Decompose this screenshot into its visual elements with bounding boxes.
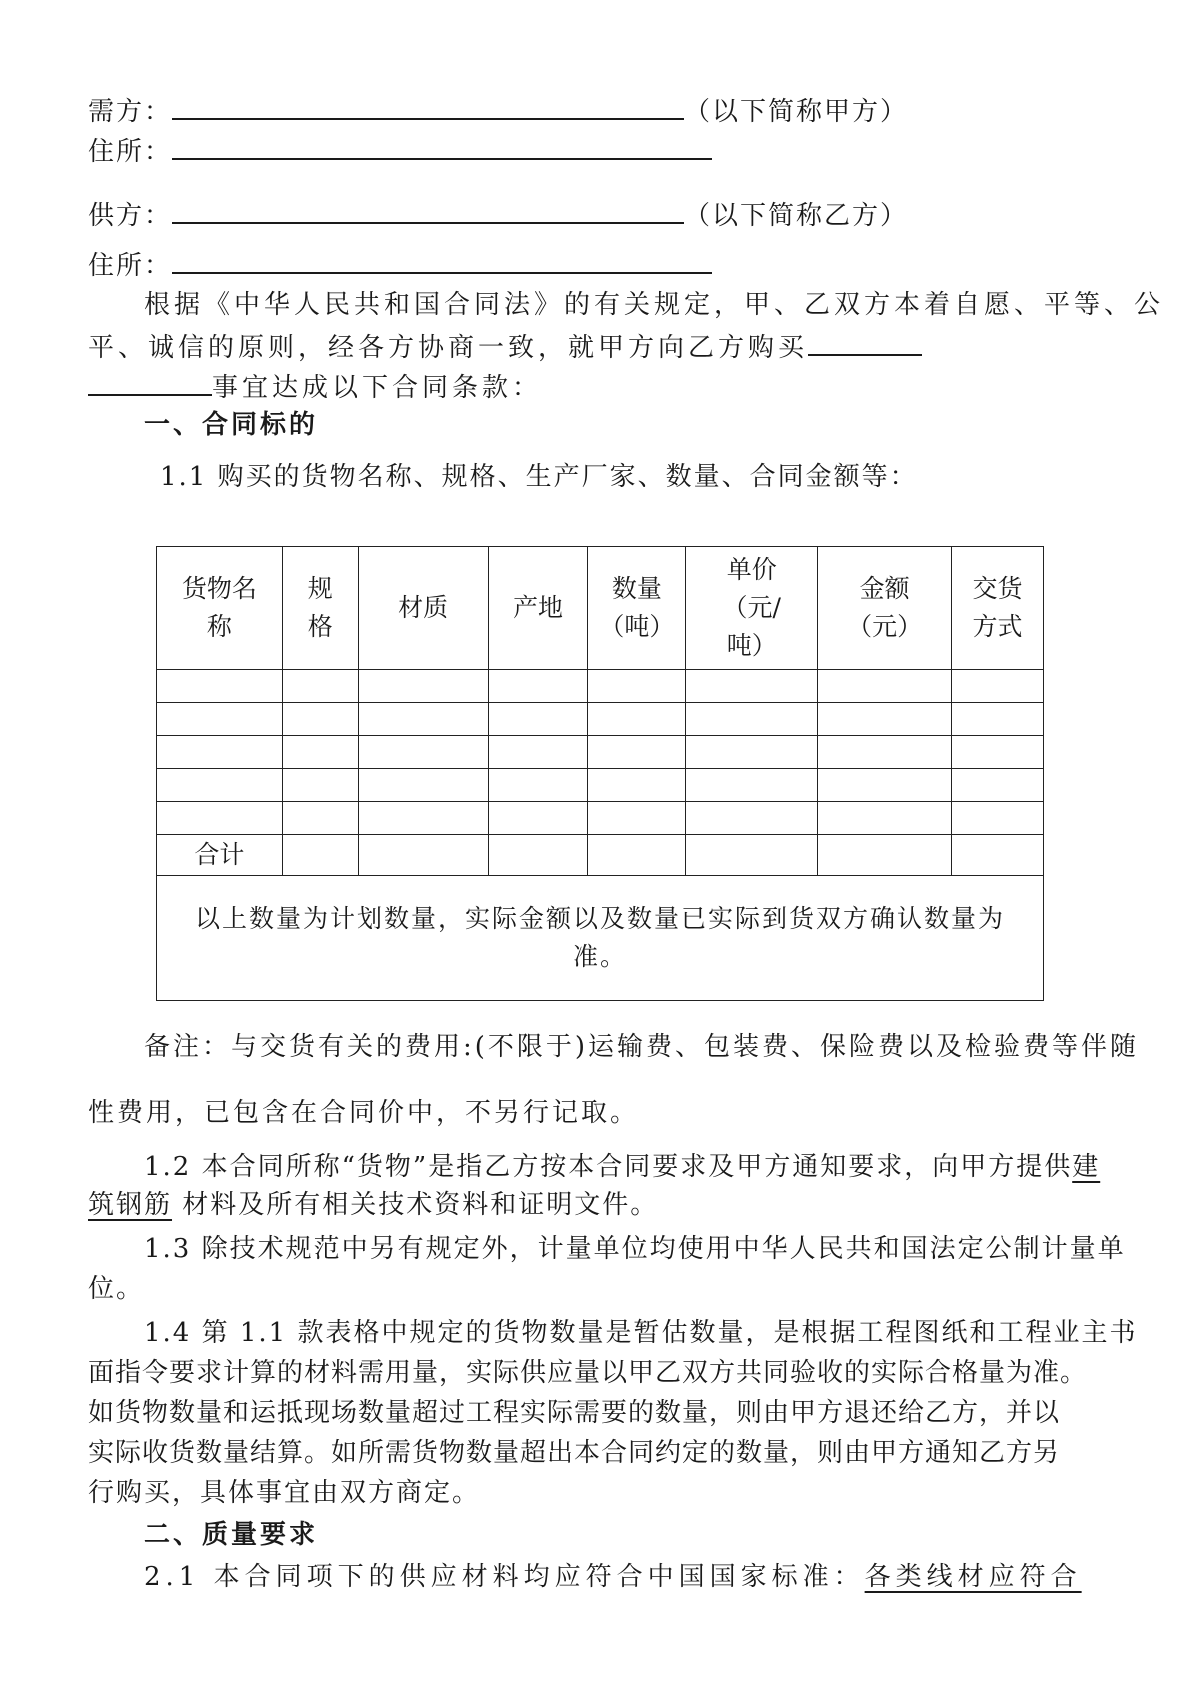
table-cell[interactable] (358, 802, 488, 835)
table-header-row (157, 547, 1044, 670)
table-cell[interactable] (686, 769, 818, 802)
table-cell[interactable] (588, 835, 686, 876)
table-cell[interactable] (282, 703, 358, 736)
header-goods-name: 货物名 称 (157, 547, 283, 670)
table-cell[interactable] (588, 802, 686, 835)
item-1-4-line-1: 1.4 第 1.1 款表格中规定的货物数量是暂估数量，是根据工程图纸和工程业主书 (144, 1318, 1138, 1348)
table-row (157, 736, 1044, 769)
table-cell[interactable] (952, 670, 1044, 703)
table-cell[interactable] (488, 703, 588, 736)
section-1-title: 一、合同标的 (144, 410, 319, 440)
seller-address-line (88, 246, 712, 283)
table-row (157, 769, 1044, 802)
intro-line-3 (88, 368, 542, 405)
item-2-1 (144, 1560, 1082, 1594)
item-1-3-line-2: 位。 (88, 1274, 145, 1304)
item-1-2-line-2 (88, 1188, 658, 1222)
table-total-row (157, 835, 1044, 876)
table-cell[interactable] (818, 835, 952, 876)
item-2-1-underlined: 各类线材应符合 (864, 1562, 1082, 1592)
table-cell[interactable] (488, 769, 588, 802)
section-2-title: 二、质量要求 (144, 1520, 319, 1550)
header-amount: 金额 （元） (818, 547, 952, 670)
table-cell[interactable] (358, 835, 488, 876)
total-label: 合计 (157, 835, 283, 876)
table-cell[interactable] (358, 703, 488, 736)
table-cell[interactable] (818, 703, 952, 736)
item-1-2-line-1 (144, 1150, 1100, 1184)
item-2-1-text: 2.1 本合同项下的供应材料均应符合中国国家标准： (144, 1562, 865, 1592)
buyer-suffix: （以下简称甲方） (684, 97, 909, 127)
table-cell[interactable] (818, 802, 952, 835)
intro-line-3-text: 事宜达成以下合同条款： (212, 373, 543, 403)
item-1-2-underlined-b: 筑钢筋 (88, 1190, 173, 1220)
table-cell[interactable] (588, 736, 686, 769)
table-cell[interactable] (686, 670, 818, 703)
remark-line-2: 性费用，已包含在合同价中，不另行记取。 (88, 1098, 640, 1128)
table-cell[interactable] (952, 703, 1044, 736)
seller-suffix: （以下简称乙方） (684, 201, 909, 231)
table-cell[interactable] (588, 769, 686, 802)
seller-address-label: 住所： (88, 251, 173, 281)
buyer-address-label: 住所： (88, 137, 173, 167)
table-cell[interactable] (358, 769, 488, 802)
buyer-label: 需方： (88, 97, 173, 127)
table-cell[interactable] (282, 736, 358, 769)
header-delivery: 交货 方式 (952, 547, 1044, 670)
seller-label: 供方： (88, 201, 173, 231)
table-cell[interactable] (952, 835, 1044, 876)
table-note-line-2: 准。 (572, 942, 627, 971)
table-cell[interactable] (818, 769, 952, 802)
table-row (157, 802, 1044, 835)
table-cell[interactable] (282, 769, 358, 802)
goods-table (156, 546, 1044, 1001)
header-spec: 规 格 (282, 547, 358, 670)
item-1-4-line-5: 行购买，具体事宜由双方商定。 (88, 1478, 481, 1508)
item-1-4-line-3: 如货物数量和运抵现场数量超过工程实际需要的数量，则由甲方退还给乙方，并以 (88, 1398, 1061, 1428)
remark-line-1: 备注：与交货有关的费用:(不限于)运输费、包装费、保险费以及检验费等伴随 (144, 1032, 1140, 1062)
table-note-line-1: 以上数量为计划数量，实际金额以及数量已实际到货双方确认数量为 (194, 904, 1005, 933)
table-cell[interactable] (588, 670, 686, 703)
header-material: 材质 (358, 547, 488, 670)
buyer-name-blank[interactable] (172, 92, 684, 120)
table-cell[interactable] (282, 670, 358, 703)
buyer-address-line (88, 132, 712, 169)
table-cell[interactable] (488, 736, 588, 769)
item-1-2-tail: 材料及所有相关技术资料和证明文件。 (172, 1190, 659, 1220)
intro-line-1: 根据《中华人民共和国合同法》的有关规定，甲、乙双方本着自愿、平等、公 (144, 290, 1165, 320)
header-unit-price: 单价 （元/ 吨） (686, 547, 818, 670)
table-cell[interactable] (818, 670, 952, 703)
item-1-2-text: 1.2 本合同所称“货物”是指乙方按本合同要求及甲方通知要求，向甲方提供 (144, 1152, 1073, 1182)
table-cell[interactable] (488, 802, 588, 835)
table-cell[interactable] (282, 802, 358, 835)
table-cell[interactable] (358, 736, 488, 769)
table-cell[interactable] (488, 670, 588, 703)
purchase-item-blank-2[interactable] (88, 368, 212, 396)
seller-line (88, 196, 908, 233)
item-1-4-line-2: 面指令要求计算的材料需用量，实际供应量以甲乙双方共同验收的实际合格量为准。 (88, 1358, 1088, 1388)
table-cell[interactable] (157, 670, 283, 703)
buyer-address-blank[interactable] (172, 132, 712, 160)
table-cell[interactable] (952, 736, 1044, 769)
header-quantity: 数量 （吨） (588, 547, 686, 670)
item-1-3-line-1: 1.3 除技术规范中另有规定外，计量单位均使用中华人民共和国法定公制计量单 (144, 1234, 1126, 1264)
table-cell[interactable] (157, 703, 283, 736)
table-cell[interactable] (952, 769, 1044, 802)
table-row (157, 670, 1044, 703)
table-cell[interactable] (157, 769, 283, 802)
table-note (157, 876, 1044, 1001)
table-cell[interactable] (686, 835, 818, 876)
table-cell[interactable] (588, 703, 686, 736)
table-cell[interactable] (157, 736, 283, 769)
table-cell[interactable] (952, 802, 1044, 835)
table-cell[interactable] (157, 802, 283, 835)
seller-name-blank[interactable] (172, 196, 684, 224)
intro-line-2 (88, 328, 922, 365)
header-origin: 产地 (488, 547, 588, 670)
intro-line-2-text: 平、诚信的原则，经各方协商一致，就甲方向乙方购买 (88, 333, 809, 363)
purchase-item-blank[interactable] (808, 328, 922, 356)
table-cell[interactable] (818, 736, 952, 769)
seller-address-blank[interactable] (172, 246, 712, 274)
item-1-1: 1.1 购买的货物名称、规格、生产厂家、数量、合同金额等： (160, 462, 918, 492)
table-cell[interactable] (686, 703, 818, 736)
item-1-4-line-4: 实际收货数量结算。如所需货物数量超出本合同约定的数量，则由甲方通知乙方另 (88, 1438, 1061, 1468)
table-note-row (157, 876, 1044, 1001)
table-cell[interactable] (358, 670, 488, 703)
table-cell[interactable] (686, 802, 818, 835)
buyer-line (88, 92, 908, 129)
table-cell[interactable] (686, 736, 818, 769)
table-row (157, 703, 1044, 736)
table-cell[interactable] (282, 835, 358, 876)
item-1-2-underlined-a: 建 (1072, 1152, 1101, 1182)
table-cell[interactable] (488, 835, 588, 876)
